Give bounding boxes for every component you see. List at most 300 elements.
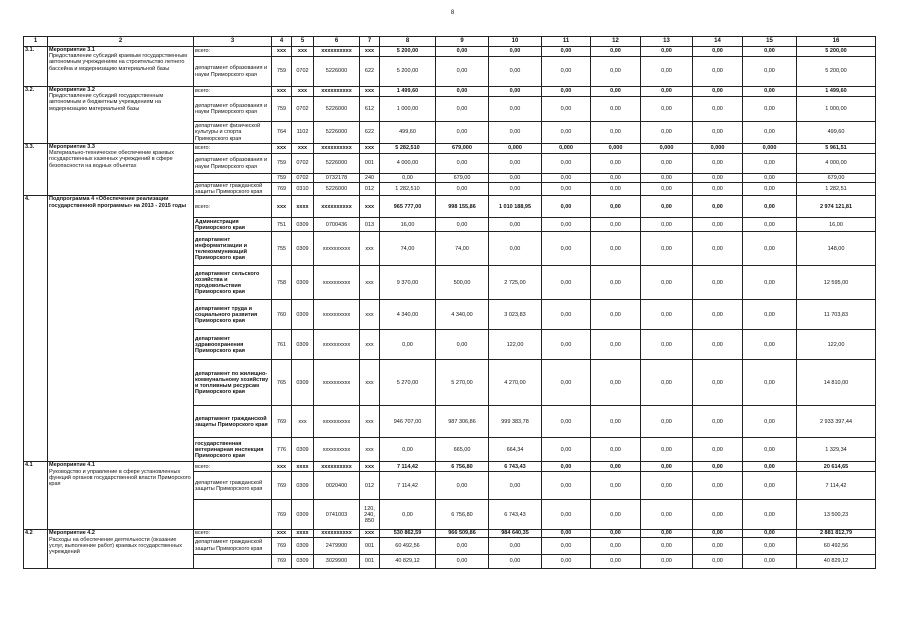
amount-cell: 122,00 xyxy=(797,330,876,360)
amount-cell: 0,00 xyxy=(591,537,641,554)
amount-cell: 0,00 xyxy=(542,97,591,122)
code-cell-c7: ххх xyxy=(360,87,380,97)
row-number-cell: 3.2. xyxy=(24,87,48,144)
activity-description-cell xyxy=(48,196,194,462)
amount-cell: 0,00 xyxy=(693,530,743,537)
amount-cell: 0,00 xyxy=(489,57,542,87)
code-cell-c6: 0020400 xyxy=(314,472,360,500)
amount-cell: 0,00 xyxy=(743,174,797,183)
amount-cell: 0,00 xyxy=(693,154,743,174)
executor-cell: всего: xyxy=(194,47,272,57)
amount-cell: 2 974 121,81 xyxy=(797,196,876,218)
code-cell-c4: 759 xyxy=(272,97,292,122)
code-cell-c6: 5226000 xyxy=(314,183,360,196)
amount-cell: 0,00 xyxy=(380,330,436,360)
amount-cell: 0,00 xyxy=(693,472,743,500)
amount-cell: 0,00 xyxy=(743,266,797,300)
amount-cell: 0,00 xyxy=(591,122,641,144)
header-row xyxy=(24,37,876,47)
amount-cell: 0,00 xyxy=(693,462,743,472)
column-header-12: 12 xyxy=(591,37,641,47)
amount-cell: 679,00 xyxy=(436,174,489,183)
activity-description: Материально-техническое обеспечение краевых государственных казенных учреждений в сфере безопасности на водных объектах xyxy=(49,150,174,169)
code-cell-c4: ххх xyxy=(272,462,292,472)
amount-cell: 1 499,60 xyxy=(380,87,436,97)
column-header-13: 13 xyxy=(641,37,693,47)
activity-description: Предоставление субсидий государственным автономным и бюджетным учреждениям на модернизацию материальной базы xyxy=(49,93,164,112)
amount-cell: 984 640,35 xyxy=(489,530,542,537)
amount-cell: 0,00 xyxy=(436,472,489,500)
amount-cell: 0,00 xyxy=(693,122,743,144)
amount-cell: 0,000 xyxy=(489,144,542,154)
executor-cell: департамент сельского хозяйства и продовольствия Приморского края xyxy=(194,266,272,300)
amount-cell: 0,00 xyxy=(436,330,489,360)
code-cell-c7: ххх xyxy=(360,438,380,462)
executor-cell: департамент гражданской защиты Приморского края xyxy=(194,537,272,554)
amount-cell: 0,00 xyxy=(693,266,743,300)
amount-cell: 1 000,00 xyxy=(797,97,876,122)
amount-cell: 0,00 xyxy=(693,87,743,97)
amount-cell: 0,00 xyxy=(591,500,641,530)
code-cell-c6: 0741003 xyxy=(314,500,360,530)
amount-cell: 0,00 xyxy=(743,462,797,472)
amount-cell: 0,00 xyxy=(693,218,743,232)
activity-title: Мероприятие 4.1 xyxy=(49,462,95,469)
code-cell-c7: ххх xyxy=(360,462,380,472)
code-cell-c4: 758 xyxy=(272,266,292,300)
executor-cell: департамент труда и социального развития Приморского края xyxy=(194,300,272,330)
amount-cell: 0,00 xyxy=(743,537,797,554)
code-cell-c7: 001 xyxy=(360,537,380,554)
amount-cell: 9 370,00 xyxy=(380,266,436,300)
amount-cell: 0,00 xyxy=(591,472,641,500)
amount-cell: 0,00 xyxy=(743,87,797,97)
amount-cell: 987 306,86 xyxy=(436,406,489,438)
amount-cell: 0,00 xyxy=(489,122,542,144)
code-cell-c4: 776 xyxy=(272,438,292,462)
amount-cell: 0,00 xyxy=(380,500,436,530)
code-cell-c5: ххх xyxy=(292,406,314,438)
code-cell-c6: хххххххххх xyxy=(314,406,360,438)
amount-cell: 74,00 xyxy=(436,232,489,266)
amount-cell: 0,00 xyxy=(489,154,542,174)
code-cell-c4: 760 xyxy=(272,300,292,330)
amount-cell: 4 340,00 xyxy=(380,300,436,330)
amount-cell: 0,00 xyxy=(489,183,542,196)
column-header-2: 2 xyxy=(48,37,194,47)
amount-cell: 0,00 xyxy=(591,47,641,57)
amount-cell: 0,00 xyxy=(743,500,797,530)
amount-cell: 0,00 xyxy=(641,47,693,57)
amount-cell: 0,00 xyxy=(743,154,797,174)
amount-cell: 0,00 xyxy=(693,500,743,530)
code-cell-c7: 012 xyxy=(360,183,380,196)
code-cell-c5: 0309 xyxy=(292,266,314,300)
amount-cell: 0,00 xyxy=(743,300,797,330)
amount-cell: 0,00 xyxy=(641,554,693,568)
amount-cell: 0,00 xyxy=(641,97,693,122)
amount-cell: 0,00 xyxy=(591,57,641,87)
amount-cell: 0,00 xyxy=(591,530,641,537)
amount-cell: 0,00 xyxy=(641,406,693,438)
activity-title: Мероприятие 3.3 xyxy=(49,144,95,150)
amount-cell: 1 282,510 xyxy=(380,183,436,196)
executor-cell: департамент образования и науки Приморского края xyxy=(194,154,272,174)
amount-cell: 0,00 xyxy=(641,218,693,232)
code-cell-c5: 0309 xyxy=(292,438,314,462)
executor-cell: департамент образования и науки Приморского края xyxy=(194,57,272,87)
amount-cell: 0,00 xyxy=(542,196,591,218)
amount-cell: 16,00 xyxy=(380,218,436,232)
amount-cell: 6 743,43 xyxy=(489,500,542,530)
table-row xyxy=(24,462,876,472)
code-cell-c5: ххх xyxy=(292,47,314,57)
amount-cell: 6 743,43 xyxy=(489,462,542,472)
amount-cell: 6 756,80 xyxy=(436,500,489,530)
column-header-16: 16 xyxy=(797,37,876,47)
amount-cell: 0,00 xyxy=(743,330,797,360)
amount-cell: 965 777,00 xyxy=(380,196,436,218)
amount-cell: 0,00 xyxy=(693,330,743,360)
code-cell-c6: хххххххххх xyxy=(314,144,360,154)
executor-cell xyxy=(194,554,272,568)
amount-cell: 0,00 xyxy=(743,232,797,266)
amount-cell: 0,00 xyxy=(641,122,693,144)
amount-cell: 0,00 xyxy=(641,183,693,196)
table-row xyxy=(24,47,876,57)
amount-cell: 0,00 xyxy=(743,183,797,196)
amount-cell: 0,00 xyxy=(436,554,489,568)
amount-cell: 5 200,00 xyxy=(797,47,876,57)
column-header-8: 8 xyxy=(380,37,436,47)
code-cell-c5: 0309 xyxy=(292,330,314,360)
column-header-9: 9 xyxy=(436,37,489,47)
code-cell-c7: ххх xyxy=(360,330,380,360)
code-cell-c6: 0700436 xyxy=(314,218,360,232)
amount-cell: 0,00 xyxy=(641,87,693,97)
amount-cell: 999 383,78 xyxy=(489,406,542,438)
amount-cell: 0,00 xyxy=(591,174,641,183)
column-header-6: 6 xyxy=(314,37,360,47)
amount-cell: 5 200,00 xyxy=(380,57,436,87)
code-cell-c6: 5226000 xyxy=(314,97,360,122)
amount-cell: 60 492,56 xyxy=(797,537,876,554)
amount-cell: 530 862,59 xyxy=(380,530,436,537)
amount-cell: 0,00 xyxy=(641,537,693,554)
amount-cell: 0,00 xyxy=(591,183,641,196)
amount-cell: 0,00 xyxy=(693,300,743,330)
amount-cell: 0,00 xyxy=(641,174,693,183)
activity-description: Подпрограмма 4 «Обеспечение реализации государственной программы» на 2013 - 2015 годы xyxy=(49,196,187,209)
amount-cell: 0,00 xyxy=(693,57,743,87)
code-cell-c6: 5226000 xyxy=(314,57,360,87)
code-cell-c5: 0702 xyxy=(292,154,314,174)
amount-cell: 5 270,00 xyxy=(436,360,489,406)
amount-cell: 0,00 xyxy=(542,360,591,406)
amount-cell: 0,000 xyxy=(591,144,641,154)
amount-cell: 0,00 xyxy=(693,183,743,196)
amount-cell: 6 756,80 xyxy=(436,462,489,472)
activity-description-cell xyxy=(48,47,194,87)
code-cell-c7: 001 xyxy=(360,554,380,568)
activity-description-cell xyxy=(48,87,194,144)
code-cell-c5: хххх xyxy=(292,196,314,218)
activity-title: Мероприятие 3.2 xyxy=(49,87,95,93)
amount-cell: 0,00 xyxy=(542,537,591,554)
amount-cell: 0,000 xyxy=(743,144,797,154)
amount-cell: 0,00 xyxy=(591,154,641,174)
activity-description-cell xyxy=(48,144,194,196)
column-header-3: 3 xyxy=(194,37,272,47)
amount-cell: 0,00 xyxy=(641,330,693,360)
amount-cell: 0,00 xyxy=(641,154,693,174)
code-cell-c4: 755 xyxy=(272,232,292,266)
code-cell-c5: хххх xyxy=(292,462,314,472)
amount-cell: 0,00 xyxy=(743,472,797,500)
code-cell-c5: 1102 xyxy=(292,122,314,144)
activity-title: Мероприятие 4.2 xyxy=(49,530,95,537)
amount-cell: 2 725,00 xyxy=(489,266,542,300)
amount-cell: 12 595,00 xyxy=(797,266,876,300)
code-cell-c6: хххххххххх xyxy=(314,196,360,218)
amount-cell: 0,00 xyxy=(542,218,591,232)
amount-cell: 0,00 xyxy=(542,87,591,97)
code-cell-c4: 759 xyxy=(272,154,292,174)
amount-cell: 0,00 xyxy=(489,174,542,183)
amount-cell: 0,00 xyxy=(591,462,641,472)
column-header-15: 15 xyxy=(743,37,797,47)
table-row xyxy=(24,144,876,154)
amount-cell: 0,00 xyxy=(489,472,542,500)
code-cell-c6: 0732178 xyxy=(314,174,360,183)
code-cell-c6: хххххххххх xyxy=(314,330,360,360)
amount-cell: 5 200,00 xyxy=(797,57,876,87)
code-cell-c7: 240 xyxy=(360,174,380,183)
code-cell-c6: 2479900 xyxy=(314,537,360,554)
amount-cell: 5 200,00 xyxy=(380,47,436,57)
amount-cell: 148,00 xyxy=(797,232,876,266)
row-number-cell: 4.2 xyxy=(24,530,48,568)
amount-cell: 0,00 xyxy=(542,232,591,266)
code-cell-c6: хххххххххх xyxy=(314,47,360,57)
amount-cell: 0,00 xyxy=(380,438,436,462)
executor-cell: департамент информатизации и телекоммуникаций Приморского края xyxy=(194,232,272,266)
code-cell-c4: 759 xyxy=(272,174,292,183)
amount-cell: 2 933 397,44 xyxy=(797,406,876,438)
amount-cell: 16,00 xyxy=(797,218,876,232)
amount-cell: 0,00 xyxy=(489,87,542,97)
code-cell-c5: 0309 xyxy=(292,218,314,232)
code-cell-c5: 0702 xyxy=(292,174,314,183)
code-cell-c7: 120, 240, 850 xyxy=(360,500,380,530)
amount-cell: 0,00 xyxy=(542,438,591,462)
amount-cell: 0,00 xyxy=(542,554,591,568)
amount-cell: 966 509,86 xyxy=(436,530,489,537)
activity-description: Предоставление субсидий краевым государственным автономным учреждениям на строительство летнего бассейна и модернизацию материальной базы xyxy=(49,53,187,72)
row-number-cell: 4.1 xyxy=(24,462,48,530)
amount-cell: 0,00 xyxy=(489,47,542,57)
amount-cell: 0,00 xyxy=(542,266,591,300)
amount-cell: 0,00 xyxy=(591,438,641,462)
code-cell-c5: 0702 xyxy=(292,57,314,87)
column-header-1: 1 xyxy=(24,37,48,47)
code-cell-c5: 0309 xyxy=(292,300,314,330)
amount-cell: 0,00 xyxy=(693,196,743,218)
code-cell-c5: хххх xyxy=(292,530,314,537)
executor-cell: департамент физической культуры и спорта Приморского края xyxy=(194,122,272,144)
code-cell-c7: ххх xyxy=(360,196,380,218)
amount-cell: 0,00 xyxy=(591,330,641,360)
executor-cell: всего: xyxy=(194,144,272,154)
amount-cell: 0,00 xyxy=(542,462,591,472)
code-cell-c7: ххх xyxy=(360,360,380,406)
amount-cell: 1 499,60 xyxy=(797,87,876,97)
column-header-10: 10 xyxy=(489,37,542,47)
activity-title: Мероприятие 3.1 xyxy=(49,47,95,53)
code-cell-c7: ххх xyxy=(360,144,380,154)
amount-cell: 0,00 xyxy=(693,537,743,554)
code-cell-c7: 013 xyxy=(360,218,380,232)
amount-cell: 0,00 xyxy=(489,554,542,568)
amount-cell: 0,00 xyxy=(591,300,641,330)
amount-cell: 5 282,510 xyxy=(380,144,436,154)
amount-cell: 11 703,83 xyxy=(797,300,876,330)
column-header-4: 4 xyxy=(272,37,292,47)
executor-cell: всего: xyxy=(194,87,272,97)
code-cell-c4: 764 xyxy=(272,122,292,144)
code-cell-c4: ххх xyxy=(272,530,292,537)
amount-cell: 0,00 xyxy=(591,360,641,406)
executor-cell: всего: xyxy=(194,530,272,537)
amount-cell: 0,00 xyxy=(693,406,743,438)
amount-cell: 0,00 xyxy=(542,183,591,196)
executor-cell: департамент образования и науки Приморского края xyxy=(194,97,272,122)
code-cell-c4: 769 xyxy=(272,183,292,196)
amount-cell: 0,00 xyxy=(641,438,693,462)
executor-cell: департамент по жилищно-коммунальному хозяйству и топливным ресурсам Приморского края xyxy=(194,360,272,406)
amount-cell: 0,00 xyxy=(436,87,489,97)
amount-cell: 0,00 xyxy=(542,154,591,174)
executor-cell xyxy=(194,174,272,183)
amount-cell: 946 707,00 xyxy=(380,406,436,438)
code-cell-c6: хххххххххх xyxy=(314,232,360,266)
executor-cell: государственная ветеринарная инспекция Приморского края xyxy=(194,438,272,462)
amount-cell: 499,60 xyxy=(797,122,876,144)
amount-cell: 0,000 xyxy=(542,144,591,154)
code-cell-c6: хххххххххх xyxy=(314,266,360,300)
amount-cell: 1 010 188,95 xyxy=(489,196,542,218)
executor-cell: всего: xyxy=(194,196,272,218)
amount-cell: 0,00 xyxy=(436,537,489,554)
amount-cell: 0,00 xyxy=(436,218,489,232)
amount-cell: 0,00 xyxy=(591,87,641,97)
amount-cell: 0,00 xyxy=(693,438,743,462)
amount-cell: 0,00 xyxy=(436,57,489,87)
executor-cell: департамент гражданской защиты Приморского края xyxy=(194,183,272,196)
page-number: 8 xyxy=(450,10,455,16)
code-cell-c4: 769 xyxy=(272,554,292,568)
amount-cell: 679,00 xyxy=(797,174,876,183)
amount-cell: 0,00 xyxy=(743,196,797,218)
code-cell-c4: ххх xyxy=(272,87,292,97)
amount-cell: 40 829,12 xyxy=(380,554,436,568)
amount-cell: 500,00 xyxy=(436,266,489,300)
amount-cell: 998 155,86 xyxy=(436,196,489,218)
executor-cell: Администрация Приморского края xyxy=(194,218,272,232)
amount-cell: 0,00 xyxy=(693,232,743,266)
code-cell-c7: ххх xyxy=(360,300,380,330)
amount-cell: 0,00 xyxy=(542,530,591,537)
amount-cell: 0,00 xyxy=(641,300,693,330)
row-number-cell: 4. xyxy=(24,196,48,462)
amount-cell: 60 492,56 xyxy=(380,537,436,554)
amount-cell: 0,00 xyxy=(743,218,797,232)
code-cell-c7: ххх xyxy=(360,47,380,57)
activity-description: Руководство и управление в сфере установленных функций органов государственной власти Приморского края xyxy=(49,468,191,488)
amount-cell: 7 114,42 xyxy=(380,462,436,472)
amount-cell: 679,000 xyxy=(436,144,489,154)
amount-cell: 0,00 xyxy=(489,97,542,122)
code-cell-c4: 751 xyxy=(272,218,292,232)
code-cell-c7: 012 xyxy=(360,472,380,500)
code-cell-c6: 5226000 xyxy=(314,154,360,174)
executor-cell: всего: xyxy=(194,462,272,472)
amount-cell: 0,00 xyxy=(743,438,797,462)
amount-cell: 0,00 xyxy=(693,174,743,183)
amount-cell: 4 340,00 xyxy=(436,300,489,330)
code-cell-c4: ххх xyxy=(272,144,292,154)
code-cell-c5: ххх xyxy=(292,87,314,97)
code-cell-c5: ххх xyxy=(292,144,314,154)
executor-cell: департамент здравоохранения Приморского края xyxy=(194,330,272,360)
column-header-7: 7 xyxy=(360,37,380,47)
amount-cell: 0,00 xyxy=(693,47,743,57)
amount-cell: 4 270,00 xyxy=(489,360,542,406)
amount-cell: 0,00 xyxy=(591,196,641,218)
amount-cell: 0,00 xyxy=(542,122,591,144)
amount-cell: 0,00 xyxy=(743,360,797,406)
code-cell-c5: 0309 xyxy=(292,500,314,530)
row-number-cell: 3.1. xyxy=(24,47,48,87)
table-row xyxy=(24,196,876,218)
amount-cell: 0,00 xyxy=(641,360,693,406)
amount-cell: 0,00 xyxy=(641,472,693,500)
code-cell-c6: хххххххххх xyxy=(314,530,360,537)
amount-cell: 5 961,51 xyxy=(797,144,876,154)
activity-description-cell xyxy=(48,462,194,530)
amount-cell: 0,00 xyxy=(542,330,591,360)
budget-table xyxy=(23,36,876,569)
amount-cell: 2 881 812,79 xyxy=(797,530,876,537)
amount-cell: 0,00 xyxy=(743,47,797,57)
amount-cell: 0,00 xyxy=(641,500,693,530)
amount-cell: 5 270,00 xyxy=(380,360,436,406)
amount-cell: 40 829,12 xyxy=(797,554,876,568)
code-cell-c4: ххх xyxy=(272,196,292,218)
code-cell-c4: 761 xyxy=(272,330,292,360)
amount-cell: 74,00 xyxy=(380,232,436,266)
amount-cell: 0,00 xyxy=(542,47,591,57)
amount-cell: 7 114,42 xyxy=(797,472,876,500)
code-cell-c7: ххх xyxy=(360,406,380,438)
amount-cell: 0,00 xyxy=(489,218,542,232)
amount-cell: 0,00 xyxy=(436,183,489,196)
column-header-14: 14 xyxy=(693,37,743,47)
column-header-11: 11 xyxy=(542,37,591,47)
code-cell-c6: хххххххххх xyxy=(314,360,360,406)
amount-cell: 0,00 xyxy=(743,57,797,87)
amount-cell: 0,00 xyxy=(641,266,693,300)
